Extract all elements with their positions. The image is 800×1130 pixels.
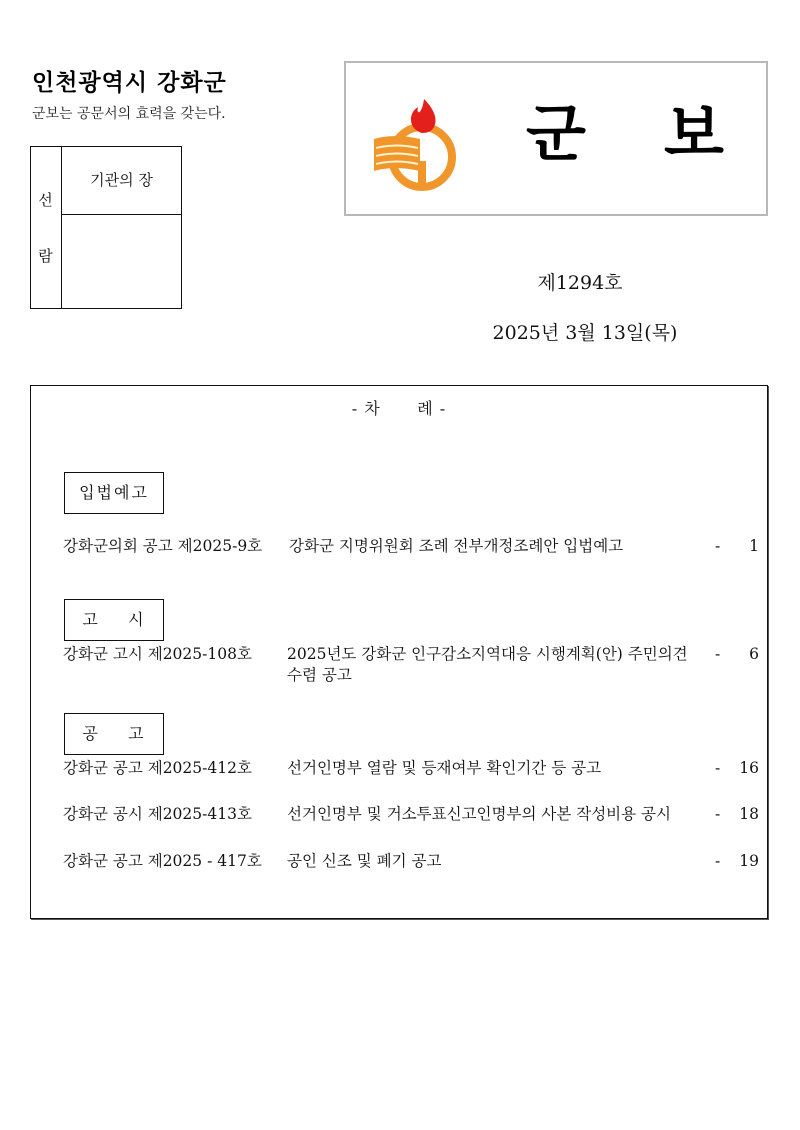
- issue-number: 제1294호: [537, 272, 623, 294]
- entry-dash: -: [715, 759, 721, 777]
- entry-page: 16: [739, 759, 759, 777]
- entry-title: 공인 신조 및 폐기 공고: [287, 852, 442, 870]
- entry-title: 선거인명부 및 거소투표신고인명부의 사본 작성비용 공시: [287, 805, 671, 823]
- toc-heading: - 차 례 -: [351, 399, 447, 418]
- entry-reference: 강화군의회 공고 제2025-9호: [63, 537, 263, 555]
- entry-reference: 강화군 공시 제2025-413호: [63, 805, 252, 823]
- organization-title: 인천광역시 강화군: [32, 70, 227, 96]
- circulation-side-label-2: 람: [38, 247, 53, 265]
- section-label-announcement: 공 고: [64, 713, 164, 755]
- section-label-notification: 고 시: [64, 599, 164, 641]
- table-of-contents: [30, 385, 768, 919]
- gazette-subtitle: 군보는 공문서의 효력을 갖는다.: [32, 106, 226, 122]
- entry-title-line-1: 2025년도 강화군 인구감소지역대응 시행계획(안) 주민의견: [287, 645, 688, 663]
- entry-dash: -: [715, 805, 721, 823]
- entry-page: 19: [739, 852, 759, 870]
- circulation-side-column: [31, 147, 62, 308]
- entry-reference: 강화군 공고 제2025 - 417호: [63, 852, 262, 870]
- circulation-side-label-1: 선: [38, 191, 53, 209]
- issue-date: 2025년 3월 13일(목): [492, 322, 678, 344]
- entry-title-line-2: 수렴 공고: [287, 666, 352, 684]
- entry-page: 18: [739, 805, 759, 823]
- entry-reference: 강화군 공고 제2025-412호: [63, 759, 252, 777]
- circulation-cell-head: 기관의 장: [62, 147, 181, 215]
- section-label-legislative-notice: 입법예고: [64, 472, 164, 514]
- ganghwa-county-emblem-icon: [372, 93, 462, 193]
- masthead-title-char-1: 군: [526, 97, 586, 170]
- masthead: [344, 61, 768, 216]
- entry-dash: -: [715, 537, 721, 555]
- masthead-title-char-2: 보: [664, 97, 724, 170]
- circulation-box: [30, 146, 182, 309]
- entry-title: 선거인명부 열람 및 등재여부 확인기간 등 공고: [287, 759, 602, 777]
- entry-title: 강화군 지명위원회 조례 전부개정조례안 입법예고: [289, 537, 624, 555]
- entry-page: 1: [749, 537, 759, 555]
- entry-page: 6: [749, 645, 759, 663]
- entry-reference: 강화군 고시 제2025-108호: [63, 645, 252, 663]
- entry-dash: -: [715, 852, 721, 870]
- entry-dash: -: [715, 645, 721, 663]
